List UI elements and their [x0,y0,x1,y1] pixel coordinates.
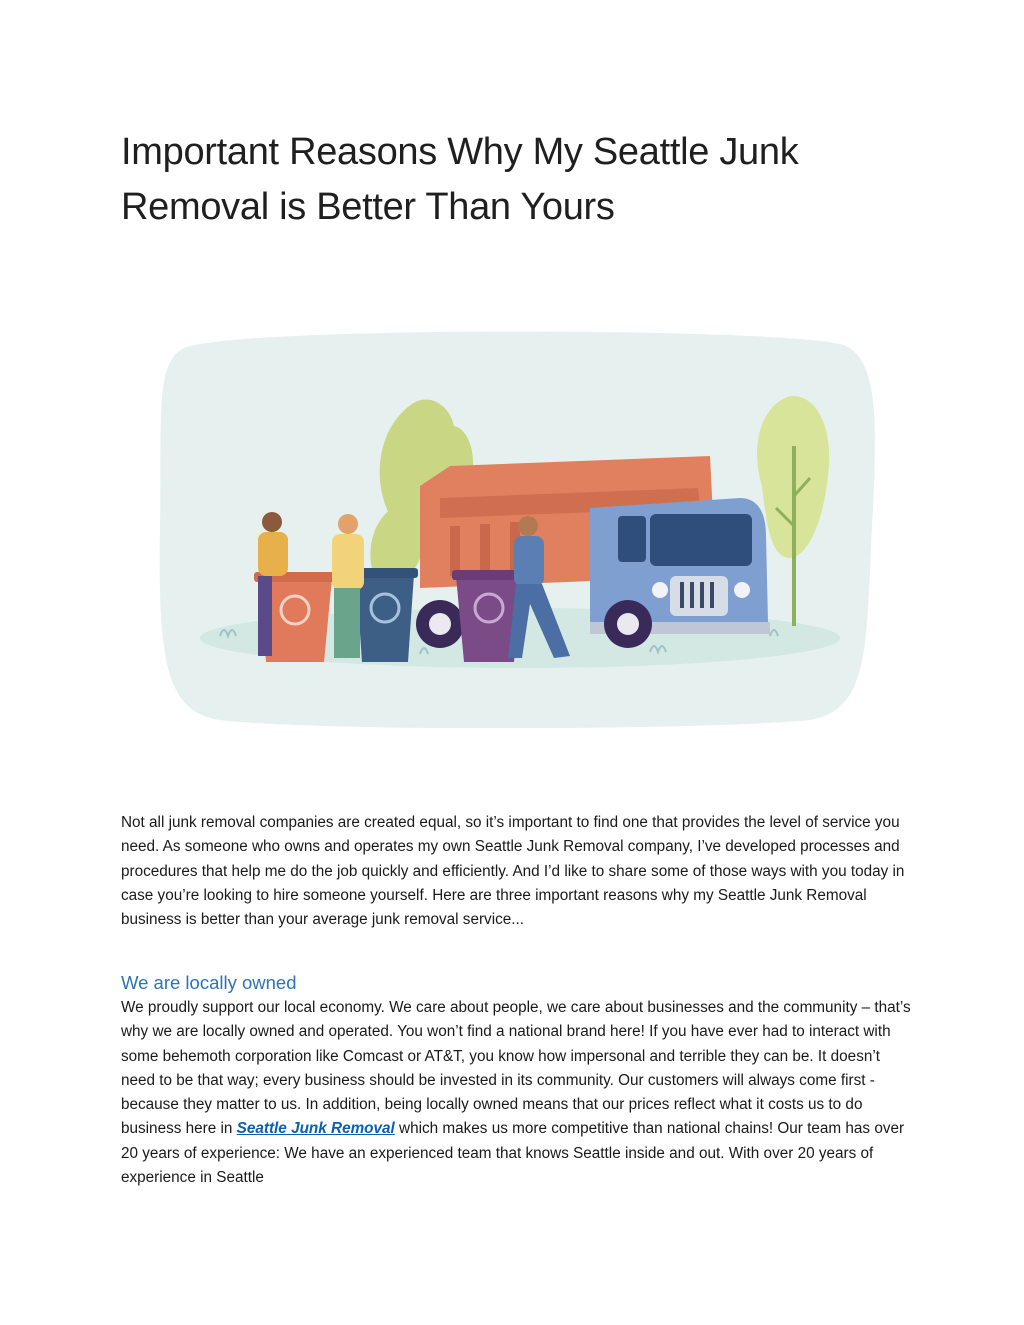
section-paragraph [121,996,911,1190]
section-heading: We are locally owned [121,972,297,993]
seattle-junk-removal-link[interactable]: Seattle Junk Removal [236,1120,395,1138]
paragraph-text-end: which makes us more competitive than national chains! Our team has over 20 years of experience: We have an experienced team that knows Seattle inside and out. With over 20 years of experience in Seattle [121,1120,905,1187]
intro-paragraph: Not all junk removal companies are created equal, so it’s important to find one that provides the level of service you need. As someone who owns and operates my own Seattle Junk Removal company, I’ve developed processes and procedures that help me do the job quickly and efficiently. And I’d like to share some of those ways with you today in case you’re looking to hire someone yourself. Here are three important reasons why my Seattle Junk Removal business is better than your average junk removal service... [121,814,905,929]
junk-removal-illustration [150,326,880,728]
page-title: Important Reasons Why My Seattle Junk Removal is Better Than Yours [121,131,799,228]
paragraph-text-start: We proudly support our local economy. We care about people, we care about businesses and the community – that’s why we are locally owned and operated. You won’t find a national brand here! If you have ever had to interact with some behemoth corporation like Comcast or AT&T, you know how impersonal and terrible they can be. It doesn’t need to be that way; every business should be invested in its community. Our customers will always come first - because they matter to us. In addition, being locally owned means that our prices reflect what it costs us to do business here in [121,999,911,1138]
